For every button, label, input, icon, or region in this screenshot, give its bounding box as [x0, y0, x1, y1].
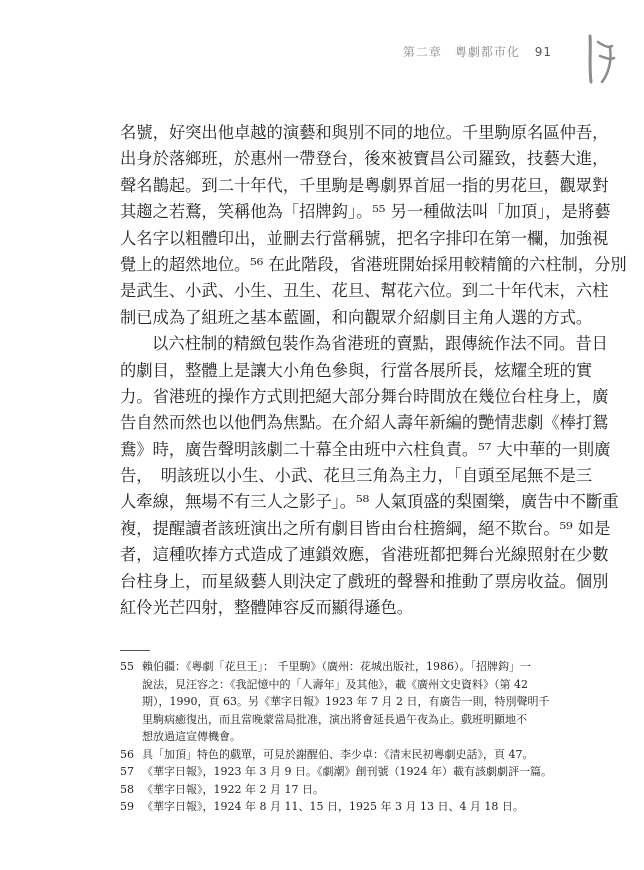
calligraphy-mark-icon [582, 30, 622, 90]
footnote-text [142, 781, 540, 799]
footnote-line: 里駒病癒復出，而且當晚蒙當局批准，演出將會延長過午夜為止。戲班明顯地不 [142, 712, 527, 726]
footnote-text [142, 658, 549, 746]
text-line: 其趨之若鶩，笑稱他為「招牌鈎」。⁵⁵ 另一種做法叫「加頂」，是將藝 [120, 202, 611, 222]
footnote-number: 55 [120, 660, 134, 673]
footnote-line: 《華字日報》，1922 年 2 月 17 日。 [142, 782, 324, 796]
footnote-text [142, 746, 540, 764]
text-line: 名號，好突出他卓越的演藝和與別不同的地位。千里駒原名區仲吾， [120, 123, 609, 142]
footnote-number: 57 [120, 765, 134, 778]
footnote-line: 《華字日報》，1924 年 8 月 11、15 日，1925 年 3 月 13 日、4 月 18 日。 [142, 800, 524, 813]
text-line: 聲名鵲起。到二十年代，千里駒是粵劇界首屈一指的男花旦，觀眾對 [120, 175, 609, 195]
text-line: 複，提醒讀者該班演出之所有劇目皆由台柱擔綱，絕不欺台。⁵⁹ 如是 [120, 518, 611, 538]
running-head [403, 43, 552, 60]
footnote-55 [120, 658, 550, 746]
footnote-number: 58 [120, 782, 134, 796]
text-line: 覺上的超然地位。⁵⁶ 在此階段，省港班開始採用較精簡的六柱制，分別 [120, 254, 627, 274]
footnote-59 [120, 798, 540, 816]
paragraph-2 [120, 331, 619, 621]
footnote-line: 具「加頂」特色的戲單，可見於謝醒伯、李少卓：《清末民初粵劇史話》，頁 47。 [142, 747, 534, 761]
footnote-line: 說法，見汪容之：《我記憶中的「人壽年」及其他》，載《廣州文史資料》（第 42 [142, 677, 528, 691]
footnotes [120, 658, 552, 816]
footnote-divider [120, 650, 150, 651]
text-line: 是武生、小武、小生、丑生、花旦、幫花六位。到二十年代末，六柱 [120, 281, 609, 301]
text-line: 制已成為了組班之基本藍圖，和向觀眾介紹劇目主角人選的方式。 [120, 307, 593, 327]
text-line: 的劇目，整體上是讓大小角色參與，行當各展所長，炫耀全班的實 [120, 360, 593, 380]
footnote-number: 56 [120, 747, 134, 761]
text-line: 台柱身上，而星級藝人則決定了戲班的聲譽和推動了票房收益。個別 [120, 571, 609, 591]
text-line: 紅伶光芒四射，整體陣容反而顯得遜色。 [120, 598, 414, 618]
text-line: 告， 明該班以小生、小武、花旦三角為主力，「自頭至尾無不是三 [120, 466, 593, 486]
footnote-text [142, 798, 540, 816]
running-title: 第二章 粵劇都市化 [402, 45, 520, 59]
page-number: 91 [534, 45, 552, 59]
footnote-line: 《華字日報》，1923 年 3 月 9 日。《劇潮》創刊號（1924 年）載有該劇劇評一篇。 [142, 765, 552, 778]
footnote-line: 期），1990，頁 63。另《華字日報》1923 年 7 月 2 日，有廣告一則，特別聲明千 [142, 695, 550, 708]
footnote-58 [120, 781, 540, 799]
text-line: 力。省港班的操作方式則把絕大部分舞台時間放在幾位台柱身上，廣 [120, 386, 609, 406]
paragraph-1 [120, 120, 627, 331]
body-text [120, 120, 627, 621]
text-line: 人牽線，無場不有三人之影子」。⁵⁸ 人氣頂盛的梨園樂，廣告中不斷重 [120, 492, 619, 512]
text-line: 鴦》時，廣告聲明該劇二十幕全由班中六柱負責。⁵⁷ 大中華的一則廣 [120, 439, 611, 459]
text-line: 告自然而然也以他們為焦點。在介紹人壽年新編的艷情悲劇《棒打鴛 [120, 413, 609, 433]
footnote-line: 賴伯疆：《粵劇「花旦王」： 千里駒》（廣州：花城出版社，1986）。「招牌鈎」一 [142, 660, 531, 673]
text-line: 出身於落鄉班，於惠州一帶登台，後來被寶昌公司羅致，技藝大進， [120, 149, 609, 169]
footnote-56 [120, 746, 540, 764]
footnote-text [142, 763, 552, 781]
footnote-number: 59 [120, 800, 134, 813]
text-line: 人名字以粗體印出，並刪去行當稱號，把名字排印在第一欄，加強視 [120, 228, 609, 248]
text-line: 者，這種吹捧方式造成了連鎖效應，省港班都把舞台光線照射在少數 [120, 545, 609, 565]
footnote-line: 想放過這宣傳機會。 [142, 730, 241, 743]
text-line: 以六柱制的精緻包裝作為省港班的賣點，跟傳統作法不同。昔日 [152, 334, 608, 354]
footnote-57 [120, 763, 552, 781]
